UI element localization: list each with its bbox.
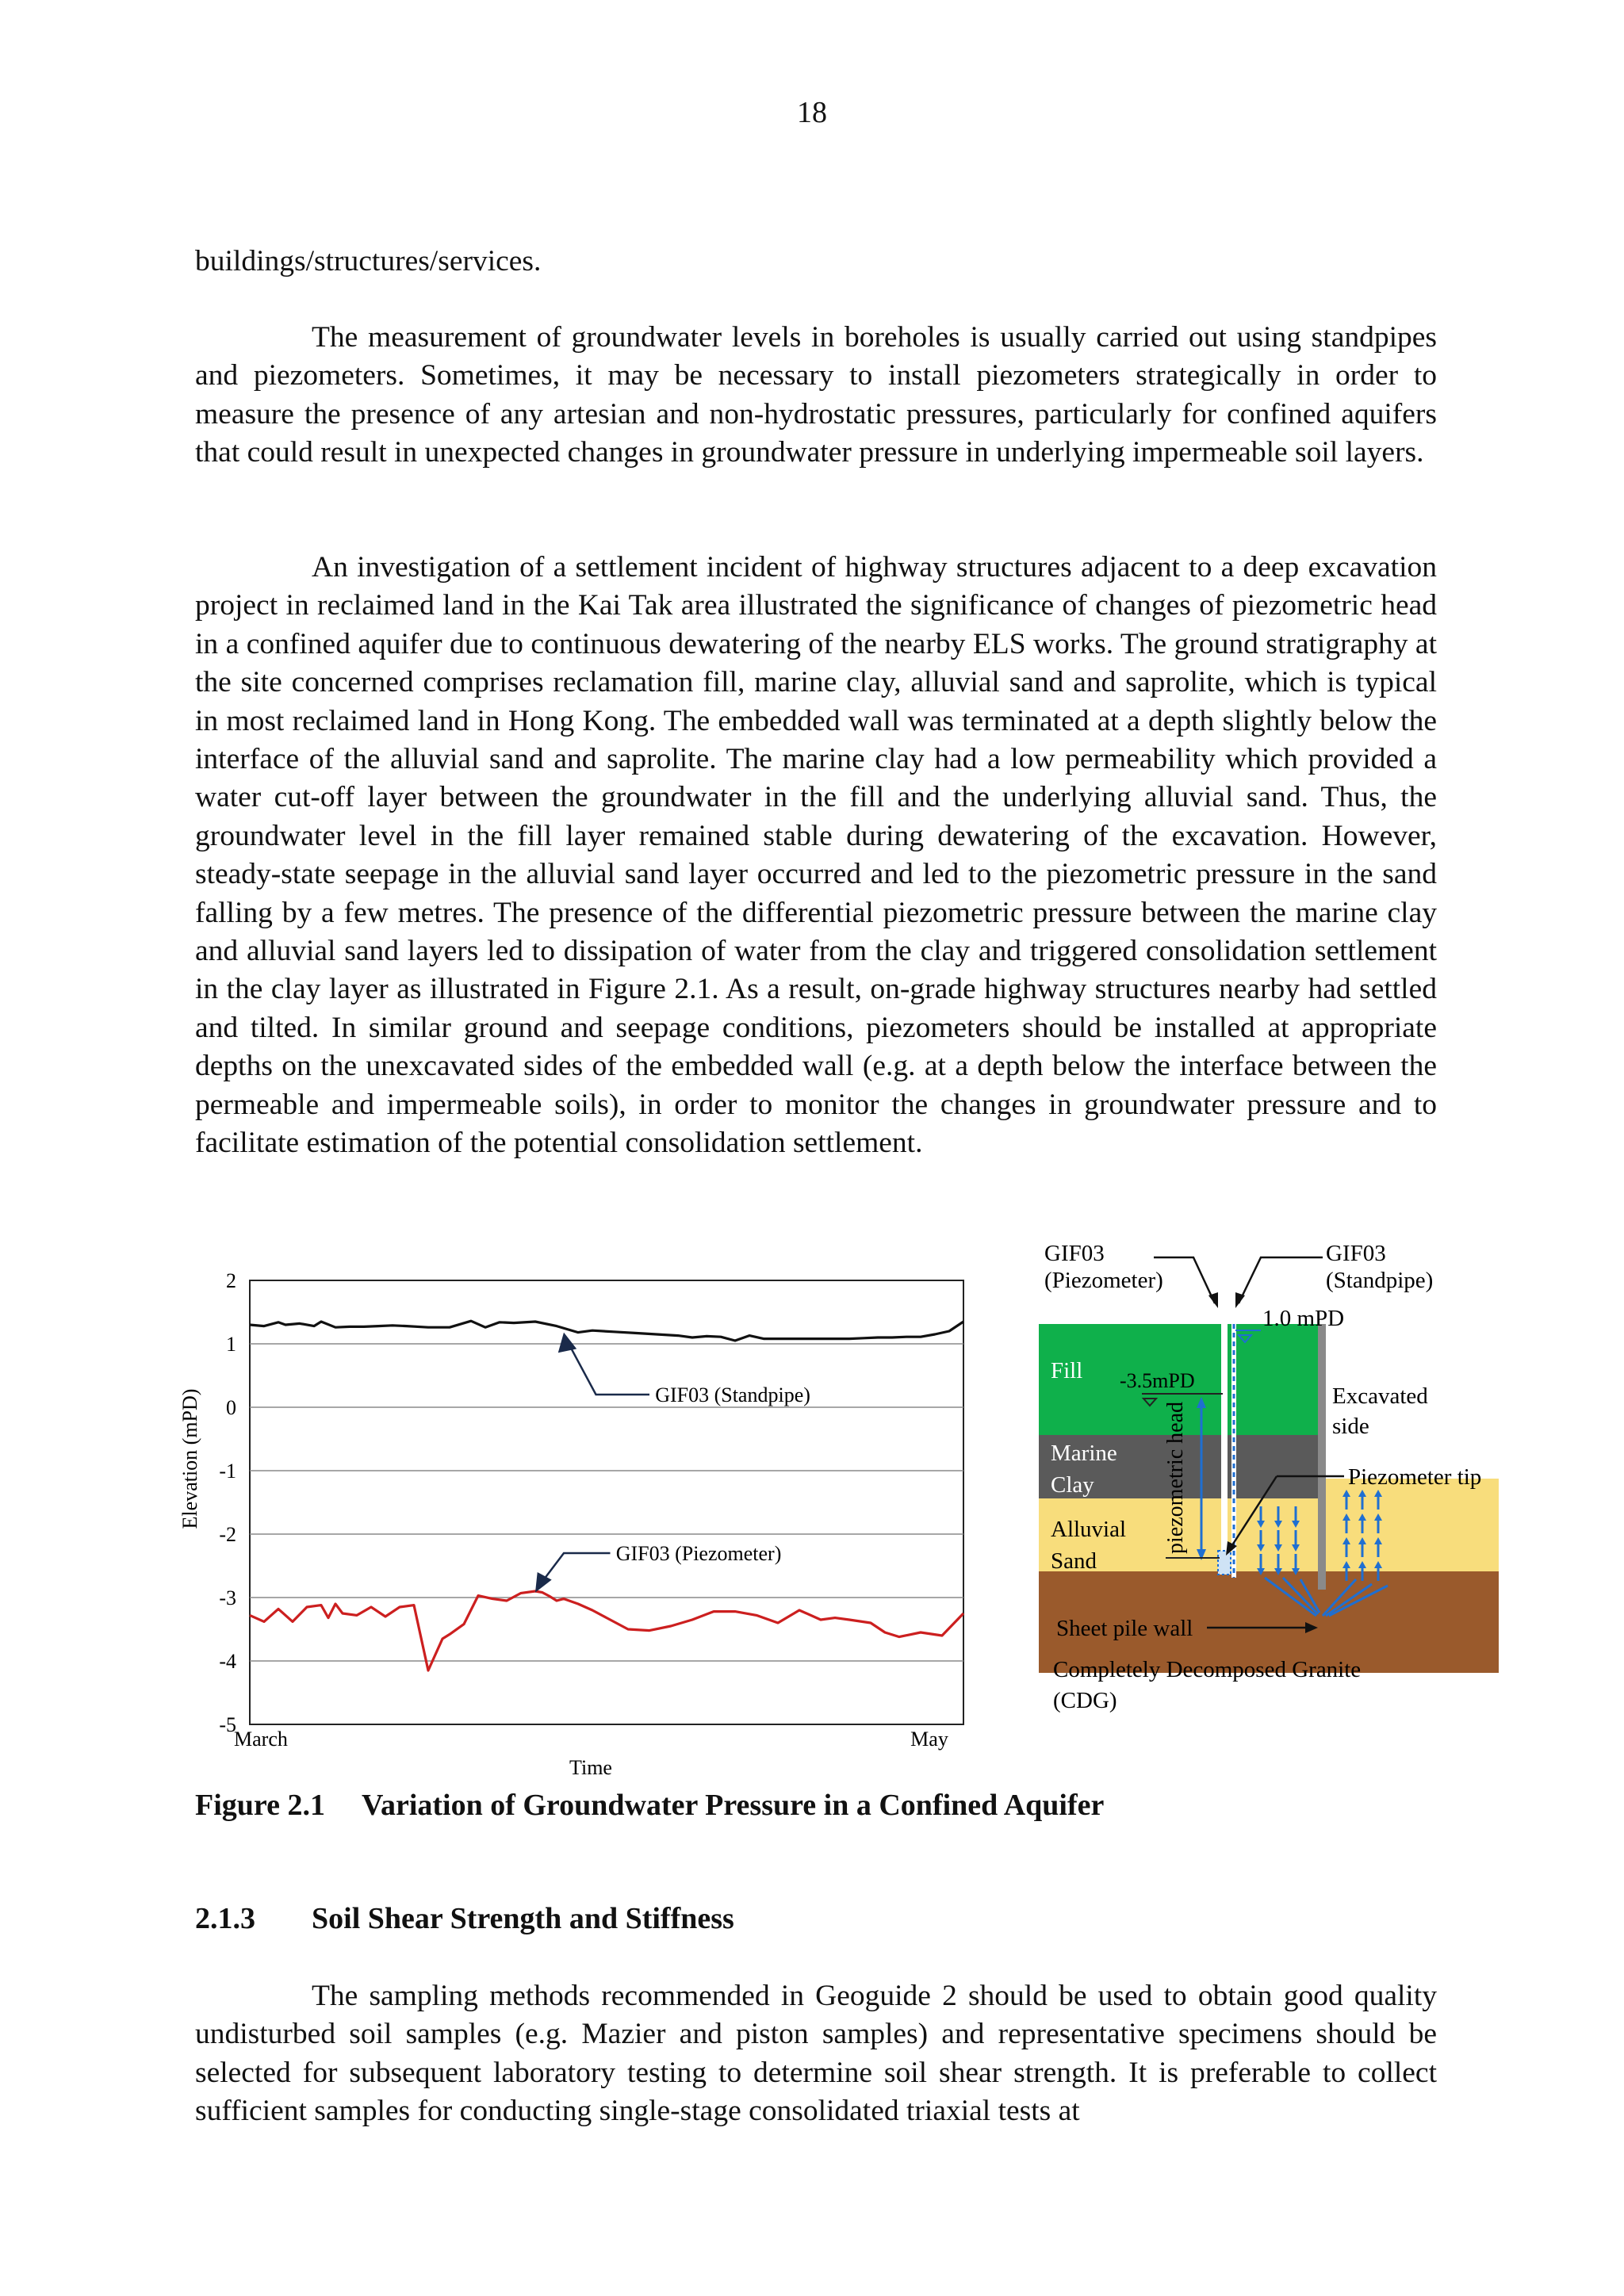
figure-title: Variation of Groundwater Pressure in a Confined Aquifer (362, 1789, 1105, 1822)
piezometer-series-line (250, 1591, 963, 1670)
piezometer-tube (1221, 1307, 1228, 1551)
chart-y-tick-label: -2 (219, 1523, 236, 1546)
standpipe-callout-arrowhead-icon (558, 1333, 576, 1353)
chart-y-axis-label: Elevation (mPD) (178, 1388, 201, 1529)
marine-clay-label-1: Marine (1051, 1441, 1117, 1466)
chart-y-tick-label: -4 (219, 1650, 236, 1673)
sheet-pile-wall (1318, 1324, 1326, 1590)
piezometer-tip-label: Piezometer tip (1348, 1464, 1482, 1490)
chart-y-tick-label: 2 (226, 1269, 236, 1292)
excavated-side-label-2: side (1332, 1414, 1369, 1439)
piezometer-callout-arrowhead-icon (535, 1572, 552, 1593)
standpipe-callout (1239, 1257, 1323, 1303)
chart-y-tick-label: -5 (219, 1713, 236, 1736)
chart-x-end-label: May (910, 1728, 948, 1751)
chart-y-tick-label: 1 (226, 1333, 236, 1356)
piezometer-type-label: (Piezometer) (1044, 1268, 1163, 1293)
alluvial-sand-label-2: Sand (1051, 1548, 1097, 1574)
paragraph-kai-tak-investigation: An investigation of a settlement incident of highway structures adjacent to a deep excavation project in reclaimed land in the Kai Tak area illustrated the significance of changes of piezometric head in a confined aquifer due to continuous dewatering of the nearby ELS works. The ground stratigraphy at the site concerned comprises reclamation fill, marine clay, alluvial sand and saprolite, which is typical in most reclaimed land in Hong Kong. The embedded wall was terminated at a depth slightly below the interface of the alluvial sand and saprolite. The marine clay had a low permeability which provided a water cut-off layer between the groundwater in the fill and the underlying alluvial sand. Thus, the groundwater level in the fill layer remained stable during dewatering of the excavation. However, steady-state seepage in the alluvial sand layer occurred and led to the piezometric pressure in the sand falling by a few metres. The presence of the differential piezometric pressure between the marine clay and alluvial sand layers led to dissipation of water from the clay and triggered consolidation settlement in the clay layer as illustrated in Figure 2.1. As a result, on-grade highway structures nearby had settled and tilted. In similar ground and seepage conditions, piezometers should be installed at appropriate depths on the unexcavated sides of the embedded wall (e.g. at a depth below the interface between the permeable and impermeable soils), in order to monitor the changes in groundwater pressure and to facilitate estimation of the potential consolidation settlement. (195, 551, 1437, 1160)
standpipe-callout-line (568, 1341, 650, 1395)
chart-x-start-label: March (234, 1728, 288, 1751)
marine-clay-label-2: Clay (1051, 1472, 1094, 1498)
alluvial-sand-layer-excavated (1326, 1479, 1499, 1571)
aquifer-schematic (1031, 1237, 1507, 1728)
paragraph-sampling-methods: The sampling methods recommended in Geoguide 2 should be used to obtain good quality undisturbed soil samples (e.g. Mazier and piston samples) and representative specimens should be selected for subsequent laboratory testing to determine soil shear strength. It is preferable to collect sufficient samples for conducting single-stage consolidated triaxial tests at (195, 1980, 1437, 2128)
standpipe-level-label: 1.0 mPD (1262, 1306, 1345, 1331)
cdg-label-1: Completely Decomposed Granite (1053, 1657, 1362, 1682)
chart-y-tick-label: 0 (226, 1396, 236, 1419)
chart-callouts (535, 1333, 810, 1593)
piezometric-head-label: piezometric head (1163, 1401, 1188, 1554)
cdg-label-2: (CDG) (1053, 1688, 1117, 1713)
chart-y-tick-label: -3 (219, 1586, 236, 1609)
standpipe-callout-label: GIF03 (Standpipe) (655, 1383, 810, 1406)
piezometer-callout-label: GIF03 (Piezometer) (615, 1542, 782, 1565)
chart-y-tick-labels (219, 1269, 236, 1736)
chart-y-tick-label: -1 (219, 1460, 236, 1483)
standpipe-type-label: (Standpipe) (1326, 1268, 1434, 1293)
chart-grid (250, 1280, 963, 1724)
section-number: 2.1.3 (195, 1902, 255, 1935)
standpipe-series-line (250, 1321, 963, 1341)
paragraph-groundwater-measurement: The measurement of groundwater levels in boreholes is usually carried out using standpipes and piezometers. Sometimes, it may be necessary to install piezometers strategically in order to measure the presence of any artesian and non-hydrostatic pressures, particularly for confined aquifers that could result in unexpected changes in groundwater pressure in underlying impermeable soil layers. (195, 321, 1437, 469)
section-title: Soil Shear Strength and Stiffness (312, 1902, 734, 1935)
chart-plot-frame (250, 1280, 963, 1724)
piezo-level-label: -3.5mPD (1120, 1369, 1195, 1392)
section-heading (195, 1901, 734, 1936)
piezometer-tip (1218, 1551, 1231, 1575)
paragraph-continuation: buildings/structures/services. (195, 245, 542, 277)
sheet-pile-label: Sheet pile wall (1056, 1616, 1193, 1641)
piezometer-label: GIF03 (1044, 1241, 1105, 1266)
fill-label: Fill (1051, 1358, 1083, 1383)
alluvial-sand-label-1: Alluvial (1051, 1517, 1127, 1542)
excavated-side-label-1: Excavated (1332, 1383, 1428, 1409)
chart-series-lines (250, 1321, 963, 1670)
chart-x-axis-label: Time (569, 1756, 612, 1779)
figure-label: Figure 2.1 (195, 1789, 325, 1822)
page-number: 18 (797, 96, 827, 129)
groundwater-chart (170, 1249, 995, 1788)
standpipe-label: GIF03 (1326, 1241, 1386, 1266)
figure-caption (195, 1788, 1104, 1823)
